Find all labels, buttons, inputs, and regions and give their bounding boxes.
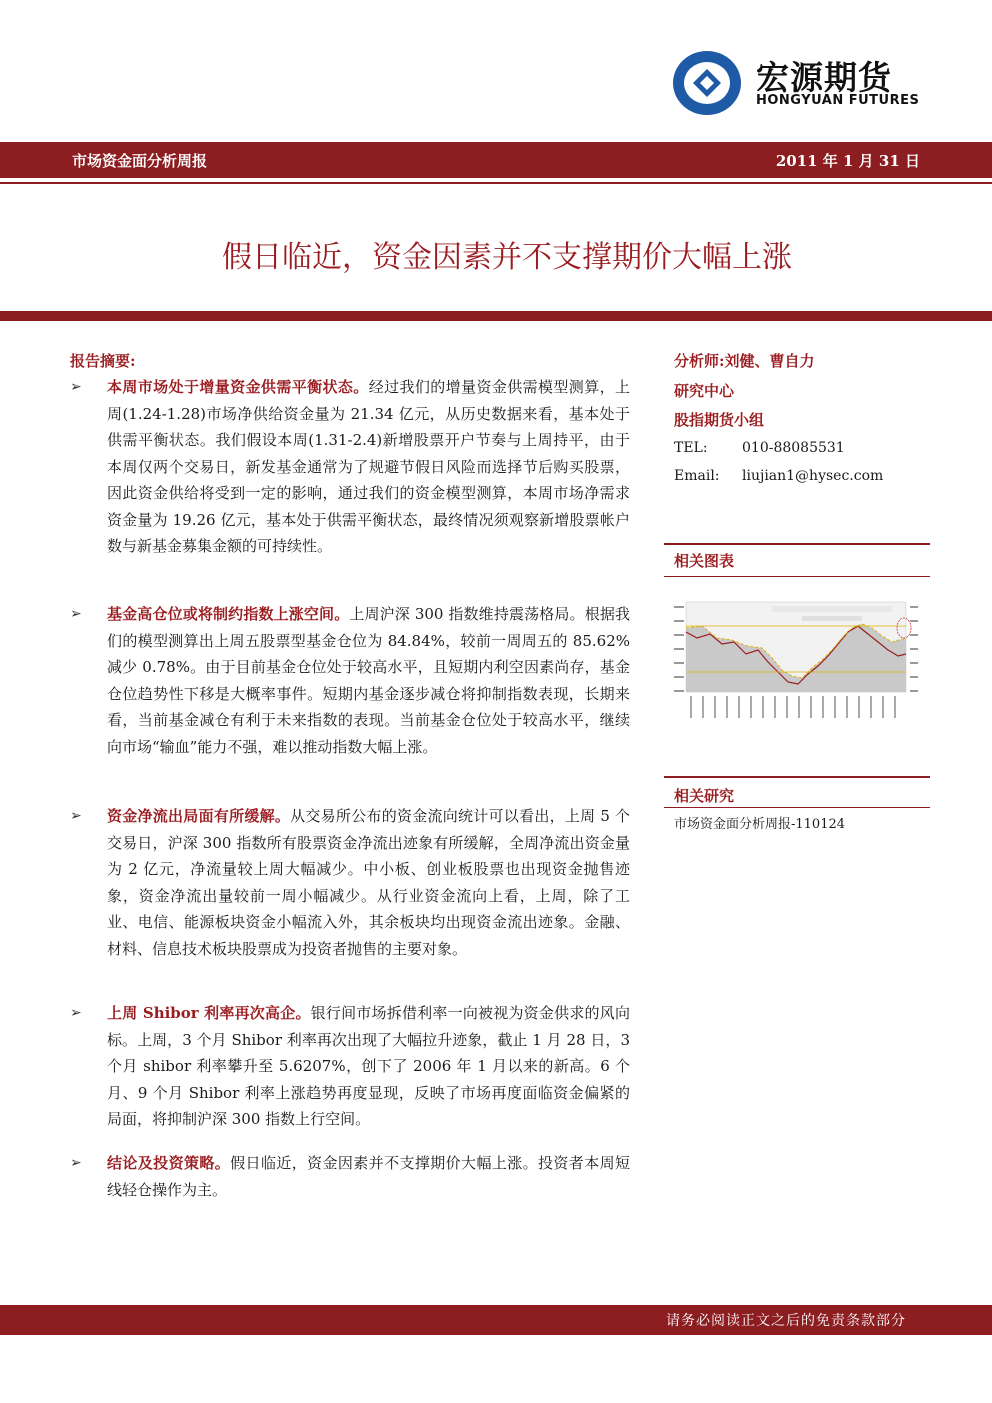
logo-name-en: HONGYUAN FUTURES (756, 93, 920, 108)
bullet-paragraph (107, 1000, 630, 1133)
bullet-lead: 结论及投资策略。 (107, 1154, 231, 1172)
summary-bullet (70, 374, 630, 560)
research-group: 股指期货小组 (674, 411, 765, 429)
logo-emblem-icon (672, 50, 742, 116)
analyst-names: 分析师:刘健、曹自力 (674, 352, 815, 370)
bullet-text: 银行间市场拆借利率一向被视为资金供求的风向标。上周，3 个月 Shibor 利率再次出现了大幅拉升迹象，截止 1 月 28 日，3 个月 shibor 利率攀升至 5.6207%，创下了 2006 年 1 月以来的新高。6 个月、9 个月 Shibor 利率上涨趋势再度显现，反映了市场再度面临资金偏紧的局面，将抑制沪深 300 指数上行空间。 (107, 1004, 630, 1128)
summary-bullet (70, 1150, 630, 1203)
bullet-lead: 上周 Shibor 利率再次高企。 (107, 1004, 311, 1022)
footer-disclaimer: 请务必阅读正文之后的免责条款部分 (666, 1313, 906, 1329)
email-value: liujian1@hysec.com (742, 468, 884, 484)
bullet-arrow-icon: ➢ (70, 1005, 82, 1021)
report-type: 市场资金面分析周报 (72, 152, 208, 170)
tel-label: TEL: (674, 440, 708, 456)
bullet-arrow-icon: ➢ (70, 379, 82, 395)
research-center: 研究中心 (674, 382, 735, 400)
bullet-paragraph (107, 803, 630, 962)
email-label: Email: (674, 468, 720, 484)
title-divider (0, 311, 992, 321)
header-divider (0, 182, 992, 184)
section-divider (664, 543, 930, 545)
bullet-text: 经过我们的增量资金供需模型测算，上周(1.24-1.28)市场净供给资金量为 21.34 亿元，从历史数据来看，基本处于供需平衡状态。我们假设本周(1.31-2.4)新增股票开户节奏与上周持平，由于本周仅两个交易日，新发基金通常为了规避节假日风险而选择节后购买股票，因此资金供给将受到一定的影响，通过我们的资金模型测算，本周市场净需求资金量为 19.26 亿元，基本处于供需平衡状态，最终情况须观察新增股票帐户数与新基金募集金额的可持续性。 (107, 378, 630, 555)
related-research-heading: 相关研究 (674, 787, 735, 805)
report-title: 假日临近，资金因素并不支撑期价大幅上涨 (222, 240, 792, 275)
logo-name-cn: 宏源期货 (756, 58, 892, 97)
summary-bullet (70, 803, 630, 962)
section-divider (664, 576, 930, 577)
bullet-text: 从交易所公布的资金流向统计可以看出，上周 5 个交易日，沪深 300 指数所有股票资金净流出迹象有所缓解，全周净流出资金量为 2 亿元，净流量较上周大幅减少。中小板、创业板股票也出现资金抛售迹象，资金净流出量较前一周小幅减少。从行业资金流向上看，上周，除了工业、电信、能源板块资金小幅流入外，其余板块均出现资金流出迹象。金融、材料、信息技术板块股票成为投资者抛售的主要对象。 (107, 807, 630, 958)
bullet-paragraph (107, 601, 630, 760)
bullet-text: 上周沪深 300 指数维持震荡格局。根据我们的模型测算出上周五股票型基金仓位为 84.84%，较前一周周五的 85.62%减少 0.78%。由于目前基金仓位处于较高水平，且短期内利空因素尚存，基金仓位趋势性下移是大概率事件。短期内基金逐步减仓将抑制指数表现，长期来看，当前基金减仓有利于未来指数的表现。当前基金仓位处于较高水平，继续向市场“输血”能力不强，难以推动指数大幅上涨。 (107, 605, 630, 756)
bullet-lead: 资金净流出局面有所缓解。 (107, 807, 291, 825)
bullet-arrow-icon: ➢ (70, 1155, 82, 1171)
report-date: 2011 年 1 月 31 日 (775, 152, 920, 170)
chart-thumbnail (672, 598, 922, 722)
bullet-lead: 基金高仓位或将制约指数上涨空间。 (107, 605, 350, 623)
bullet-arrow-icon: ➢ (70, 606, 82, 622)
bullet-paragraph (107, 1150, 630, 1203)
company-logo (672, 48, 932, 118)
tel-value: 010-88085531 (742, 440, 845, 456)
related-research-item[interactable]: 市场资金面分析周报-110124 (674, 817, 846, 832)
bullet-arrow-icon: ➢ (70, 808, 82, 824)
bullet-paragraph (107, 374, 630, 560)
section-divider (664, 807, 930, 808)
section-divider (664, 776, 930, 778)
bullet-lead: 本周市场处于增量资金供需平衡状态。 (107, 378, 369, 396)
summary-bullet (70, 601, 630, 760)
bullet-text: 假日临近，资金因素并不支撑期价大幅上涨。投资者本周短线轻仓操作为主。 (107, 1154, 630, 1199)
summary-heading: 报告摘要: (70, 352, 136, 370)
related-charts-heading: 相关图表 (674, 552, 735, 570)
summary-bullet (70, 1000, 630, 1133)
